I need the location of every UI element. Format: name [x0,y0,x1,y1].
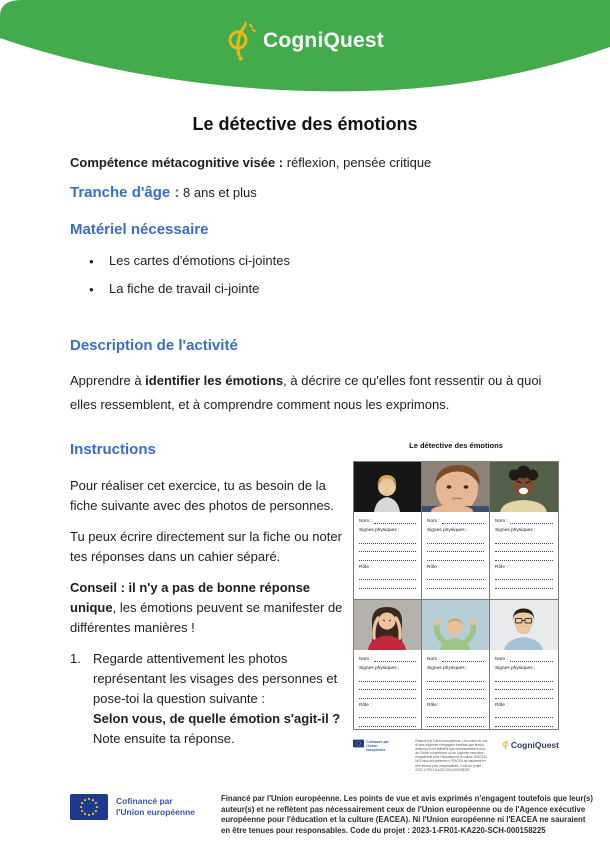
instruction-paragraph: Pour réaliser cet exercice, tu as besoin de la fiche suivante avec des photos de personnes. [70,478,334,513]
step-text-end: Note ensuite ta réponse. [93,731,235,746]
field-signes-label: Signes physiques : [427,528,468,533]
dotted-line [495,541,553,544]
step-text-lead: Regarde attentivement les photos représentant les visages des personnes et pose-toi la question suivante : [93,651,338,706]
card-fields [490,512,558,599]
dotted-line [359,687,416,690]
photo-surprised-man [490,600,558,650]
conseil-bold: Conseil : il n'y a pas de bonne réponse unique [70,580,311,615]
description-prefix: Apprendre à [70,373,146,388]
card-fields [490,650,558,729]
field-nom-label: Nom : [427,519,440,524]
materiel-list [89,251,290,307]
conseil-rest: , les émotions peuvent se manifester de différentes manières ! [70,600,343,635]
field-signes-label: Signes physiques : [495,666,536,671]
dotted-line [427,549,484,552]
eu-flag-icon [70,794,108,820]
worksheet-fine-print: Financé par l'Union européenne. Les points de vue et avis exprimés n'engagent toutefois que leur(s) auteur(s) et ne reflètent pas nécessairement ceux de l'Union européenne ou de l'Agence exécutive européenne pour l'éducation et la culture (EACEA). Ni l'Union européenne ni l'EACEA ne sauraient en être tenues pour responsables. Code du projet : 2023-1-FR01-KA220-SCH-000158225 [415,739,488,772]
dotted-line [510,519,553,524]
field-signes-label: Signes physiques : [427,666,468,671]
list-item: ● La fiche de travail ci-jointe [89,279,290,298]
field-signes-label: Signes physiques : [495,528,536,533]
worksheet-eu-label-line1: Cofinancé par [366,740,389,744]
dotted-line [374,519,416,524]
field-role-label: Rôle : [359,702,372,708]
dotted-line [510,657,553,662]
instructions-column [70,441,352,749]
materiel-heading: Matériel nécessaire [70,221,209,238]
field-nom-label: Nom : [359,519,372,524]
emotion-card [422,600,490,729]
description-heading: Description de l'activité [70,337,238,354]
field-signes-label: Signes physiques : [359,666,400,671]
sprout-icon [502,739,510,750]
dotted-line [495,577,553,580]
description-text [70,369,548,417]
dotted-line [359,696,416,699]
field-nom-label: Nom : [359,657,372,662]
dotted-line [359,679,416,682]
emotion-card [354,462,422,600]
photo-crying-girl [354,462,421,512]
dotted-line [359,586,416,589]
card-fields [354,512,421,599]
field-nom-label: Nom : [495,519,508,524]
step-question-bold: Selon vous, de quelle émotion s'agit-il ? [93,711,341,726]
dotted-line [495,696,553,699]
field-role-label: Rôle : [359,564,372,570]
photo-sad-boy [422,462,489,512]
eu-label-line1: Cofinancé par [116,796,173,806]
field-role-label: Rôle : [495,702,508,708]
funding-disclaimer: Financé par l'Union européenne. Les points de vue et avis exprimés n'engagent toutefois que leur(s) auteur(s) et ne reflètent pas nécessairement ceux de l'Union européenne ou de l'Agence exécutive européenne pour l'éducation et la culture (EACEA). Ni l'Union européenne ni l'EACEA ne sauraient en être tenues pour responsables. Code du projet : 2023-1-FR01-KA220-SCH-000158225 [221,794,593,835]
field-signes-label: Signes physiques : [359,528,400,533]
competence-line [70,155,431,170]
list-item: ● Les cartes d'émotions ci-jointes [89,251,290,270]
dotted-line [359,558,416,561]
worksheet-eu-label-line2: l'Union européenne [366,744,386,753]
eu-label-line2: l'Union européenne [116,807,195,817]
dotted-line [427,687,484,690]
field-role-label: Rôle : [427,702,440,708]
photo-stressed-woman [354,600,421,650]
dotted-line [427,715,484,718]
dotted-line [495,549,553,552]
dotted-line [442,519,484,524]
worksheet-title: Le détective des émotions [409,441,503,450]
card-fields [422,650,489,729]
dotted-line [495,679,553,682]
dotted-line [495,724,553,727]
brand-name: CogniQuest [263,29,384,52]
dotted-line [427,586,484,589]
worksheet-figure [353,441,559,772]
photo-confident-person [422,600,489,650]
instructions-heading: Instructions [70,441,156,458]
step-number: 1. [70,651,81,666]
eu-cofinance-label [116,796,195,818]
instruction-paragraph: Tu peux écrire directement sur la fiche ou noter tes réponses dans un cahier séparé. [70,529,342,564]
field-role-label: Rôle : [427,564,440,570]
card-fields [422,512,489,599]
dotted-line [359,541,416,544]
page-title: Le détective des émotions [192,114,418,134]
worksheet-brand-name: CogniQuest [510,739,559,750]
competence-label: Compétence métacognitive visée : [70,155,284,170]
field-role-label: Rôle : [495,564,508,570]
dotted-line [427,724,484,727]
dotted-line [427,679,484,682]
step-text [93,649,352,749]
dotted-line [427,558,484,561]
worksheet-grid [353,461,559,730]
photo-angry-child [490,462,558,512]
age-heading: Tranche d'âge : [70,184,180,201]
conseil-paragraph [70,578,352,638]
sprout-icon [226,21,256,61]
dotted-line [495,715,553,718]
field-nom-label: Nom : [495,657,508,662]
dotted-line [427,696,484,699]
field-nom-label: Nom : [427,657,440,662]
description-bold: identifier les émotions [145,373,284,388]
description-suffix: , à décrire ce qu'elles font ressentir ou à quoi elles ressemblent, et à comprendre comment nous les exprimons. [70,373,542,412]
emotion-card [422,462,490,600]
competence-value: réflexion, pensée critique [283,155,432,170]
emotion-card [490,462,558,600]
worksheet-eu-cofinance [353,739,393,753]
worksheet-footer [353,739,559,772]
dotted-line [359,715,416,718]
emotion-card [490,600,558,729]
age-line [70,184,257,201]
card-fields [354,650,421,729]
brand-logo [226,21,384,61]
dotted-line [495,687,553,690]
dotted-line [374,657,416,662]
dotted-line [442,657,484,662]
dotted-line [427,541,484,544]
dotted-line [495,586,553,589]
worksheet-eu-label [366,740,393,753]
dotted-line [495,558,553,561]
emotion-card [354,600,422,729]
dotted-line [427,577,484,580]
funding-footer [70,794,595,836]
worksheet-brand-logo [502,739,559,750]
dotted-line [359,724,416,727]
age-value: 8 ans et plus [179,185,257,200]
dotted-line [359,549,416,552]
eu-flag-icon [353,739,364,748]
step-item [70,649,352,749]
dotted-line [359,577,416,580]
